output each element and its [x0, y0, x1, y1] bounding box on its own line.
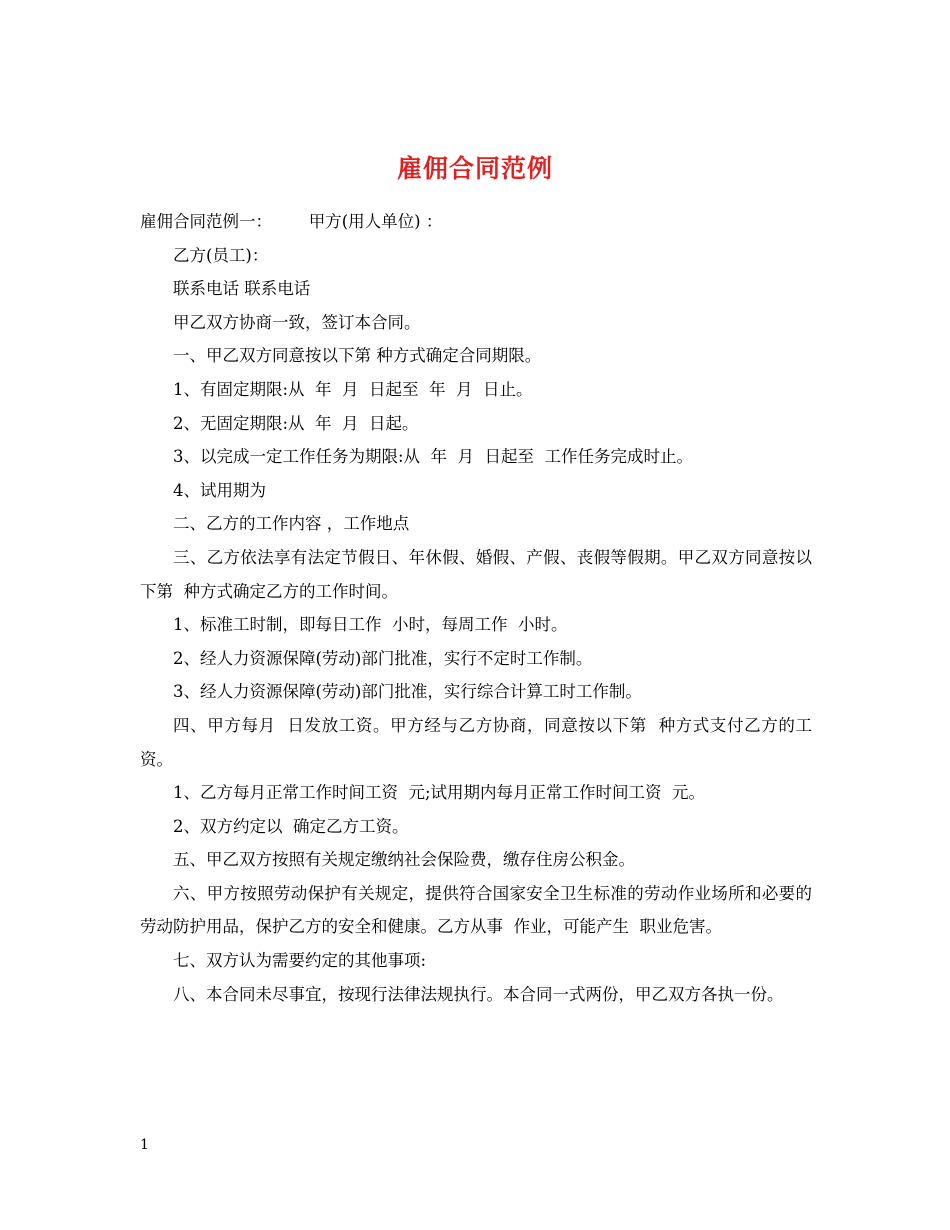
paragraph: 1、有固定期限:从 年 月 日起至 年 月 日止。 [173, 379, 533, 399]
paragraph: 五、甲乙双方按照有关规定缴纳社会保险费，缴存住房公积金。 [173, 850, 635, 870]
page-number: 1 [140, 1137, 149, 1153]
paragraph: 四、甲方每月 日发放工资。甲方经与乙方协商，同意按以下第 种方式支付乙方的工资。 [140, 715, 812, 769]
paragraph: 2、双方约定以 确定乙方工资。 [173, 816, 409, 836]
paragraph: 雇佣合同范例一： 甲方(用人单位) ： [140, 212, 443, 231]
paragraph: 七、双方认为需要约定的其他事项: [173, 951, 427, 971]
paragraph: 3、经人力资源保障(劳动)部门批准，实行综合计算工时工作制。 [173, 682, 642, 702]
paragraph: 2、无固定期限:从 年 月 日起。 [173, 413, 419, 433]
document-title: 雇佣合同范例 [396, 153, 553, 183]
paragraph: 3、以完成一定工作任务为期限:从 年 月 日起至 工作任务完成时止。 [173, 447, 694, 467]
paragraph: 二、乙方的工作内容 ，工作地点 [173, 514, 410, 534]
paragraph: 1、乙方每月正常工作时间工资 元;试用期内每月正常工作时间工资 元。 [173, 783, 706, 803]
paragraph: 三、乙方依法享有法定节假日、年休假、婚假、产假、丧假等假期。甲乙双方同意按以下第 种方式确定乙方的工作时间。 [140, 547, 812, 601]
paragraph: 2、经人力资源保障(劳动)部门批准，实行不定时工作制。 [173, 648, 593, 668]
paragraph: 一、甲乙双方同意按以下第 种方式确定合同期限。 [173, 346, 542, 366]
paragraph: 六、甲方按照劳动保护有关规定，提供符合国家安全卫生标准的劳动作业场所和必要的劳动防护用品，保护乙方的安全和健康。乙方从事 作业，可能产生 职业危害。 [140, 883, 812, 937]
paragraph: 1、标准工时制，即每日工作 小时，每周工作 小时。 [173, 615, 568, 635]
paragraph: 4、试用期为 [173, 480, 266, 500]
document-body [140, 205, 812, 1011]
paragraph: 乙方(员工)： [173, 245, 269, 265]
paragraph: 甲乙双方协商一致，签订本合同。 [173, 312, 421, 332]
paragraph: 八、本合同未尽事宜，按现行法律法规执行。本合同一式两份，甲乙双方各执一份。 [173, 984, 784, 1004]
paragraph: 联系电话 联系电话 [173, 279, 311, 299]
